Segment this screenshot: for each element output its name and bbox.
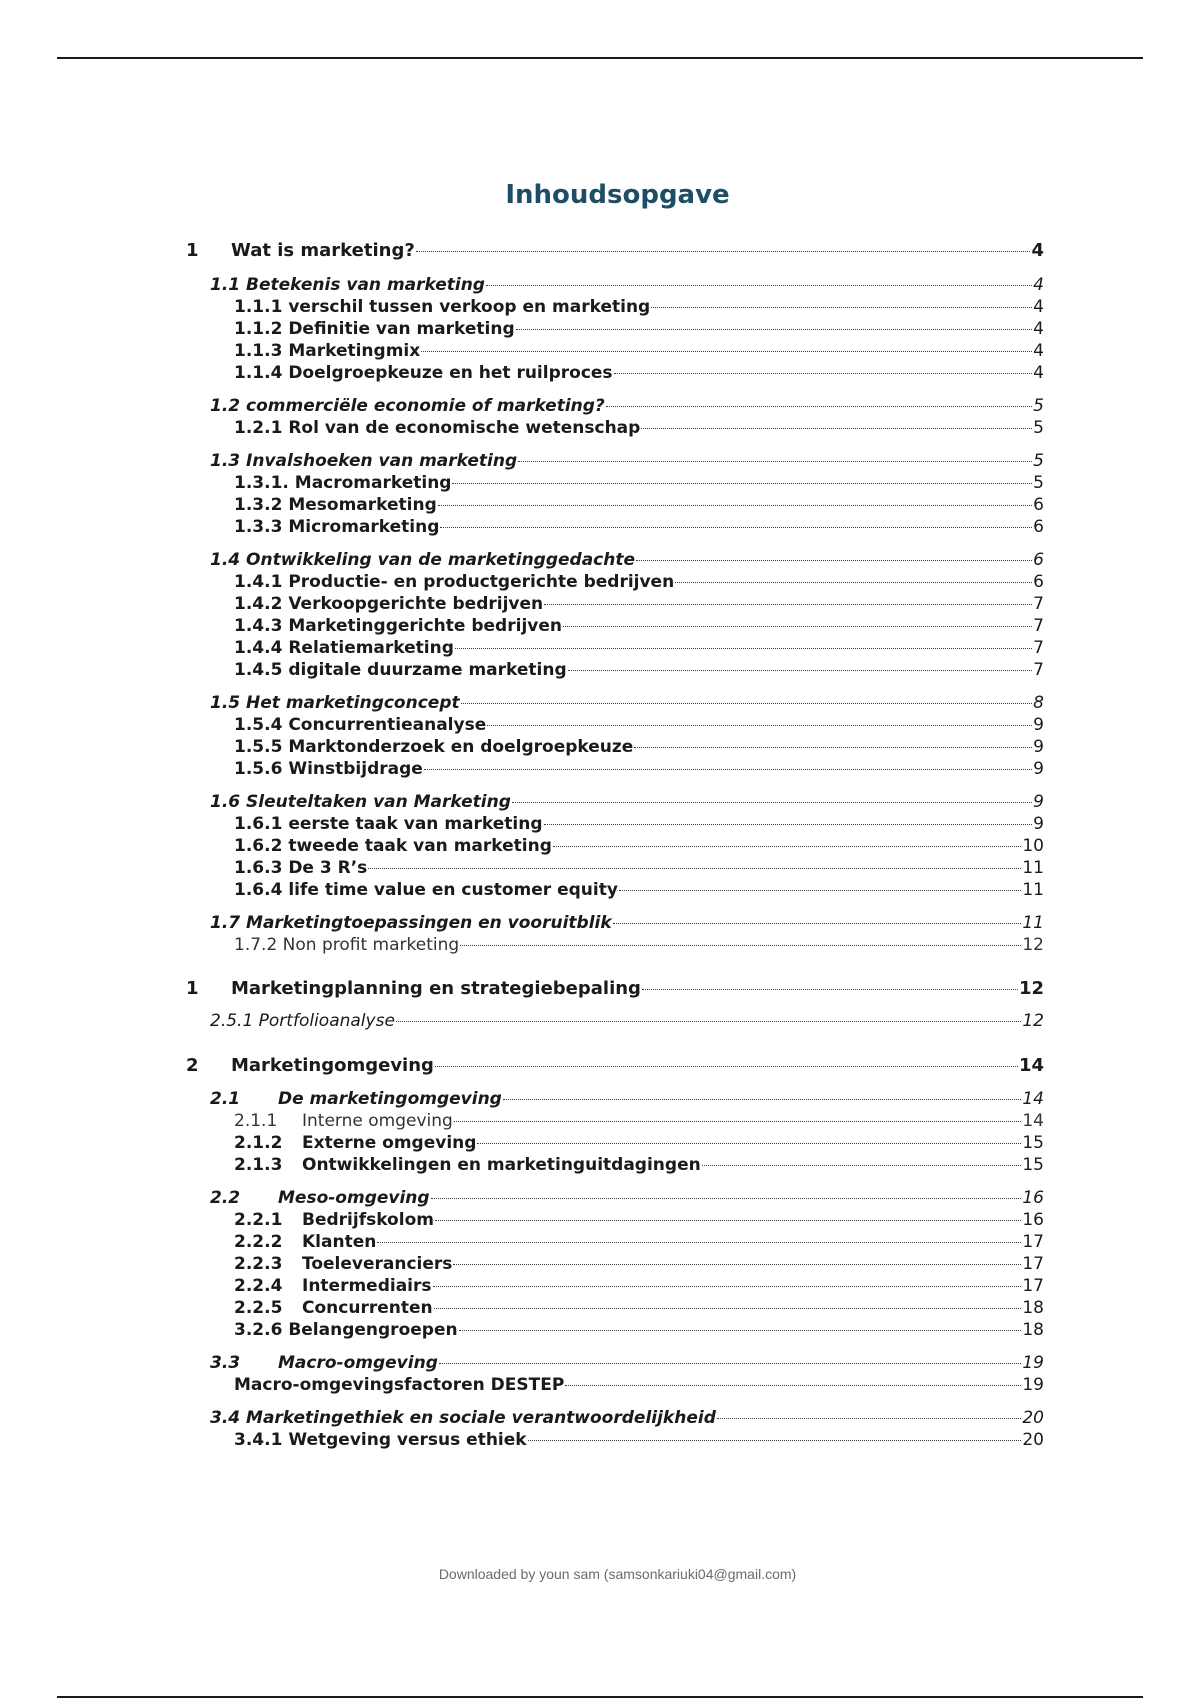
toc-entry-label: 1.1.1 verschil tussen verkoop en marketing [234, 297, 651, 317]
toc-entry[interactable] [186, 813, 1044, 835]
toc-entry-label: Marketingplanning en strategiebepaling [231, 978, 641, 999]
toc-entry-label: 3.4 Marketingethiek en sociale verantwoordelijkheid [210, 1408, 716, 1428]
dot-leader [461, 703, 1033, 704]
dot-leader [433, 1286, 1022, 1287]
toc-entry[interactable] [186, 1187, 1044, 1209]
toc-entry[interactable] [186, 978, 1044, 1000]
toc-entry[interactable] [186, 472, 1044, 494]
toc-entry[interactable] [186, 340, 1044, 362]
toc-entry-label: 1.5 Het marketingconcept [210, 693, 460, 713]
toc-entry-number: 2.2.1 [234, 1210, 283, 1230]
toc-entry[interactable] [186, 494, 1044, 516]
toc-entry-page: 17 [1022, 1254, 1044, 1274]
page-title: Inhoudsopgave [505, 180, 730, 210]
toc-entry-label: Wat is marketing? [231, 240, 415, 261]
dot-leader [518, 461, 1032, 462]
toc-entry[interactable] [186, 912, 1044, 934]
dot-leader [565, 1385, 1021, 1386]
toc-entry-label: De marketingomgeving [278, 1089, 502, 1109]
toc-entry-page: 7 [1033, 660, 1044, 680]
dot-leader [544, 604, 1032, 605]
toc-entry-page: 17 [1022, 1276, 1044, 1296]
toc-entry-label: 1.5.4 Concurrentieanalyse [234, 715, 487, 735]
dot-leader [544, 824, 1033, 825]
toc-entry-label: Intermediairs [302, 1276, 432, 1296]
toc-entry-label: Interne omgeving [302, 1111, 453, 1131]
toc-entry-label: 1.7 Marketingtoepassingen en vooruitblik [210, 913, 612, 933]
header-rule [57, 57, 1143, 59]
toc-entry-label: 1.4.3 Marketinggerichte bedrijven [234, 616, 562, 636]
toc-entry[interactable] [186, 659, 1044, 681]
toc-entry[interactable] [186, 934, 1044, 956]
dot-leader [424, 769, 1032, 770]
toc-entry-page: 10 [1022, 836, 1044, 856]
dot-leader [675, 582, 1032, 583]
toc-entry[interactable] [186, 549, 1044, 571]
download-footer: Downloaded by youn sam (samsonkariuki04@gmail.com) [438, 1566, 797, 1582]
toc-entry-label: 1.3.1. Macromarketing [234, 473, 452, 493]
toc-entry[interactable] [186, 1110, 1044, 1132]
toc-entry-number: 3.3 [210, 1353, 241, 1373]
toc-entry-page: 19 [1022, 1353, 1044, 1373]
toc-entry-page: 9 [1033, 814, 1044, 834]
dot-leader [416, 251, 1031, 252]
toc-entry-label: 1.3 Invalshoeken van marketing [210, 451, 518, 471]
toc-entry-page: 15 [1022, 1133, 1044, 1153]
toc-entry-label: 1.4 Ontwikkeling van de marketinggedachte [210, 550, 636, 570]
toc-entry-label: Bedrijfskolom [302, 1210, 434, 1230]
dot-leader [439, 1363, 1022, 1364]
dot-leader [512, 802, 1032, 803]
toc-entry-page: 8 [1033, 693, 1044, 713]
toc-entry[interactable] [186, 879, 1044, 901]
dot-leader [487, 725, 1032, 726]
toc-entry-page: 11 [1022, 913, 1044, 933]
dot-leader [516, 329, 1033, 330]
toc-entry[interactable] [186, 637, 1044, 659]
toc-entry[interactable] [186, 1407, 1044, 1429]
toc-entry[interactable] [186, 1231, 1044, 1253]
toc-entry[interactable] [186, 1010, 1044, 1032]
toc-entry[interactable] [186, 857, 1044, 879]
toc-entry-page: 6 [1033, 572, 1044, 592]
toc-entry-label: Meso-omgeving [278, 1188, 430, 1208]
toc-entry-page: 15 [1022, 1155, 1044, 1175]
toc-entry[interactable] [186, 615, 1044, 637]
toc-entry-page: 16 [1022, 1210, 1044, 1230]
toc-entry-label: 1.6.4 life time value en customer equity [234, 880, 618, 900]
toc-entry-number: 2.1 [210, 1089, 241, 1109]
toc-entry-number: 2 [186, 1055, 199, 1076]
toc-entry-label: Concurrenten [302, 1298, 433, 1318]
toc-entry[interactable] [186, 1297, 1044, 1319]
toc-entry-page: 20 [1022, 1430, 1044, 1450]
footer-rule [57, 1696, 1143, 1698]
dot-leader [435, 1220, 1021, 1221]
toc-entry-label: 1.5.6 Winstbijdrage [234, 759, 423, 779]
toc-entry-number: 2.2.5 [234, 1298, 283, 1318]
toc-entry-page: 19 [1022, 1375, 1044, 1395]
dot-leader [563, 626, 1032, 627]
toc-entry-page: 5 [1033, 418, 1044, 438]
toc-entry-page: 6 [1033, 495, 1044, 515]
toc-entry-page: 7 [1033, 638, 1044, 658]
toc-entry[interactable] [186, 714, 1044, 736]
toc-entry-label: 1.4.1 Productie- en productgerichte bedrijven [234, 572, 675, 592]
dot-leader [459, 1330, 1022, 1331]
toc-entry-page: 12 [1022, 935, 1044, 955]
toc-entry-number: 1 [186, 240, 199, 261]
dot-leader [702, 1165, 1022, 1166]
toc-entry[interactable] [186, 1275, 1044, 1297]
toc-entry-page: 5 [1033, 451, 1044, 471]
toc-entry[interactable] [186, 1088, 1044, 1110]
dot-leader [440, 527, 1032, 528]
toc-entry[interactable] [186, 593, 1044, 615]
toc-entry-label: Toeleveranciers [302, 1254, 453, 1274]
toc-entry[interactable] [186, 791, 1044, 813]
dot-leader [460, 945, 1021, 946]
toc-entry-label: Macro-omgeving [278, 1353, 438, 1373]
toc-entry-label: Marketingomgeving [231, 1055, 434, 1076]
toc-entry-label: 1.1.4 Doelgroepkeuze en het ruilproces [234, 363, 613, 383]
dot-leader [651, 307, 1032, 308]
toc-entry[interactable] [186, 450, 1044, 472]
toc-entry-number: 2.1.3 [234, 1155, 283, 1175]
toc-entry-page: 11 [1022, 858, 1044, 878]
toc-entry-page: 5 [1033, 396, 1044, 416]
toc-entry-label: 1.3.2 Mesomarketing [234, 495, 437, 515]
dot-leader [568, 670, 1033, 671]
toc-entry-page: 14 [1022, 1111, 1044, 1131]
toc-entry-number: 2.2.4 [234, 1276, 283, 1296]
dot-leader [455, 648, 1032, 649]
toc-entry[interactable] [186, 417, 1044, 439]
toc-entry-label: 2.5.1 Portfolioanalyse [210, 1011, 395, 1031]
toc-entry-page: 4 [1033, 297, 1044, 317]
toc-entry-label: 3.2.6 Belangengroepen [234, 1320, 458, 1340]
dot-leader [636, 560, 1032, 561]
dot-leader [553, 846, 1021, 847]
toc-entry-label: Macro-omgevingsfactoren DESTEP [234, 1375, 565, 1395]
toc-entry-label: 1.6.2 tweede taak van marketing [234, 836, 552, 856]
toc-entry[interactable] [186, 395, 1044, 417]
dot-leader [717, 1418, 1022, 1419]
dot-leader [453, 1264, 1021, 1265]
toc-entry-label: Externe omgeving [302, 1133, 477, 1153]
toc-entry-label: 1.1 Betekenis van marketing [210, 275, 485, 295]
dot-leader [634, 747, 1032, 748]
toc-entry-page: 18 [1022, 1298, 1044, 1318]
toc-entry[interactable] [186, 1352, 1044, 1374]
toc-entry[interactable] [186, 692, 1044, 714]
toc-entry-page: 14 [1022, 1089, 1044, 1109]
toc-entry-label: Ontwikkelingen en marketinguitdagingen [302, 1155, 701, 1175]
toc-entry-label: 1.2 commerciële economie of marketing? [210, 396, 605, 416]
toc-entry-page: 4 [1033, 275, 1044, 295]
dot-leader [614, 373, 1033, 374]
toc-entry-label: 1.6.1 eerste taak van marketing [234, 814, 543, 834]
dot-leader [435, 1066, 1018, 1067]
toc-entry-page: 6 [1033, 517, 1044, 537]
toc-entry-label: 1.4.5 digitale duurzame marketing [234, 660, 567, 680]
toc-entry-page: 4 [1033, 363, 1044, 383]
dot-leader [377, 1242, 1021, 1243]
dot-leader [454, 1121, 1022, 1122]
dot-leader [421, 351, 1032, 352]
toc-entry-number: 2.2.2 [234, 1232, 283, 1252]
dot-leader [486, 285, 1032, 286]
toc-entry-page: 16 [1022, 1188, 1044, 1208]
toc-entry[interactable] [186, 1429, 1044, 1451]
toc-entry[interactable] [186, 736, 1044, 758]
toc-entry-label: 1.2.1 Rol van de economische wetenschap [234, 418, 641, 438]
toc-entry[interactable] [186, 296, 1044, 318]
toc-entry-page: 4 [1033, 319, 1044, 339]
toc-entry-label: 3.4.1 Wetgeving versus ethiek [234, 1430, 527, 1450]
toc-entry-label: 1.6 Sleuteltaken van Marketing [210, 792, 511, 812]
toc-entry-label: 1.4.4 Relatiemarketing [234, 638, 454, 658]
toc-entry[interactable] [186, 1374, 1044, 1396]
toc-entry[interactable] [186, 1154, 1044, 1176]
toc-entry-page: 6 [1033, 550, 1044, 570]
toc-entry-page: 5 [1033, 473, 1044, 493]
toc-entry-page: 20 [1022, 1408, 1044, 1428]
toc-entry-label: 1.3.3 Micromarketing [234, 517, 440, 537]
toc-entry[interactable] [186, 835, 1044, 857]
toc-entry-number: 2.2.3 [234, 1254, 283, 1274]
toc-entry-label: 1.4.2 Verkoopgerichte bedrijven [234, 594, 544, 614]
toc-entry-page: 7 [1033, 616, 1044, 636]
toc-entry-page: 18 [1022, 1320, 1044, 1340]
toc-entry-number: 2.2 [210, 1188, 241, 1208]
toc-entry-page: 12 [1022, 1011, 1044, 1031]
toc-entry-page: 9 [1033, 715, 1044, 735]
dot-leader [641, 428, 1032, 429]
toc-entry-page: 7 [1033, 594, 1044, 614]
dot-leader [613, 923, 1022, 924]
dot-leader [431, 1198, 1022, 1199]
dot-leader [528, 1440, 1022, 1441]
toc-entry[interactable] [186, 571, 1044, 593]
toc-entry-label: 1.1.2 Definitie van marketing [234, 319, 515, 339]
toc-entry-page: 4 [1031, 240, 1044, 261]
dot-leader [438, 505, 1032, 506]
toc-entry[interactable] [186, 240, 1044, 262]
dot-leader [503, 1099, 1022, 1100]
dot-leader [368, 868, 1021, 869]
toc-entry[interactable] [186, 758, 1044, 780]
dot-leader [477, 1143, 1021, 1144]
toc-entry[interactable] [186, 274, 1044, 296]
toc-entry[interactable] [186, 362, 1044, 384]
toc-entry-page: 9 [1033, 737, 1044, 757]
toc-entry[interactable] [186, 1209, 1044, 1231]
toc-entry[interactable] [186, 1055, 1044, 1077]
dot-leader [619, 890, 1021, 891]
toc-entry-label: Klanten [302, 1232, 377, 1252]
toc-entry-label: 1.6.3 De 3 R’s [234, 858, 368, 878]
dot-leader [434, 1308, 1022, 1309]
toc-entry[interactable] [186, 1253, 1044, 1275]
toc-entry[interactable] [186, 1319, 1044, 1341]
toc-entry-label: 1.1.3 Marketingmix [234, 341, 421, 361]
toc-entry-page: 11 [1022, 880, 1044, 900]
toc-entry-number: 2.1.2 [234, 1133, 283, 1153]
toc-entry-page: 14 [1018, 1055, 1044, 1076]
toc-entry[interactable] [186, 318, 1044, 340]
dot-leader [396, 1021, 1021, 1022]
toc-entry[interactable] [186, 516, 1044, 538]
toc-entry-number: 2.1.1 [234, 1111, 278, 1131]
toc-entry-page: 17 [1022, 1232, 1044, 1252]
toc-entry-page: 9 [1033, 792, 1044, 812]
toc-entry-label: 1.5.5 Marktonderzoek en doelgroepkeuze [234, 737, 634, 757]
dot-leader [606, 406, 1032, 407]
toc-entry-page: 9 [1033, 759, 1044, 779]
toc-entry-label: 1.7.2 Non profit marketing [234, 935, 460, 955]
toc-entry-number: 1 [186, 978, 199, 999]
dot-leader [642, 989, 1018, 990]
dot-leader [452, 483, 1032, 484]
toc-entry-page: 4 [1033, 341, 1044, 361]
toc-entry-page: 12 [1018, 978, 1044, 999]
toc-entry[interactable] [186, 1132, 1044, 1154]
